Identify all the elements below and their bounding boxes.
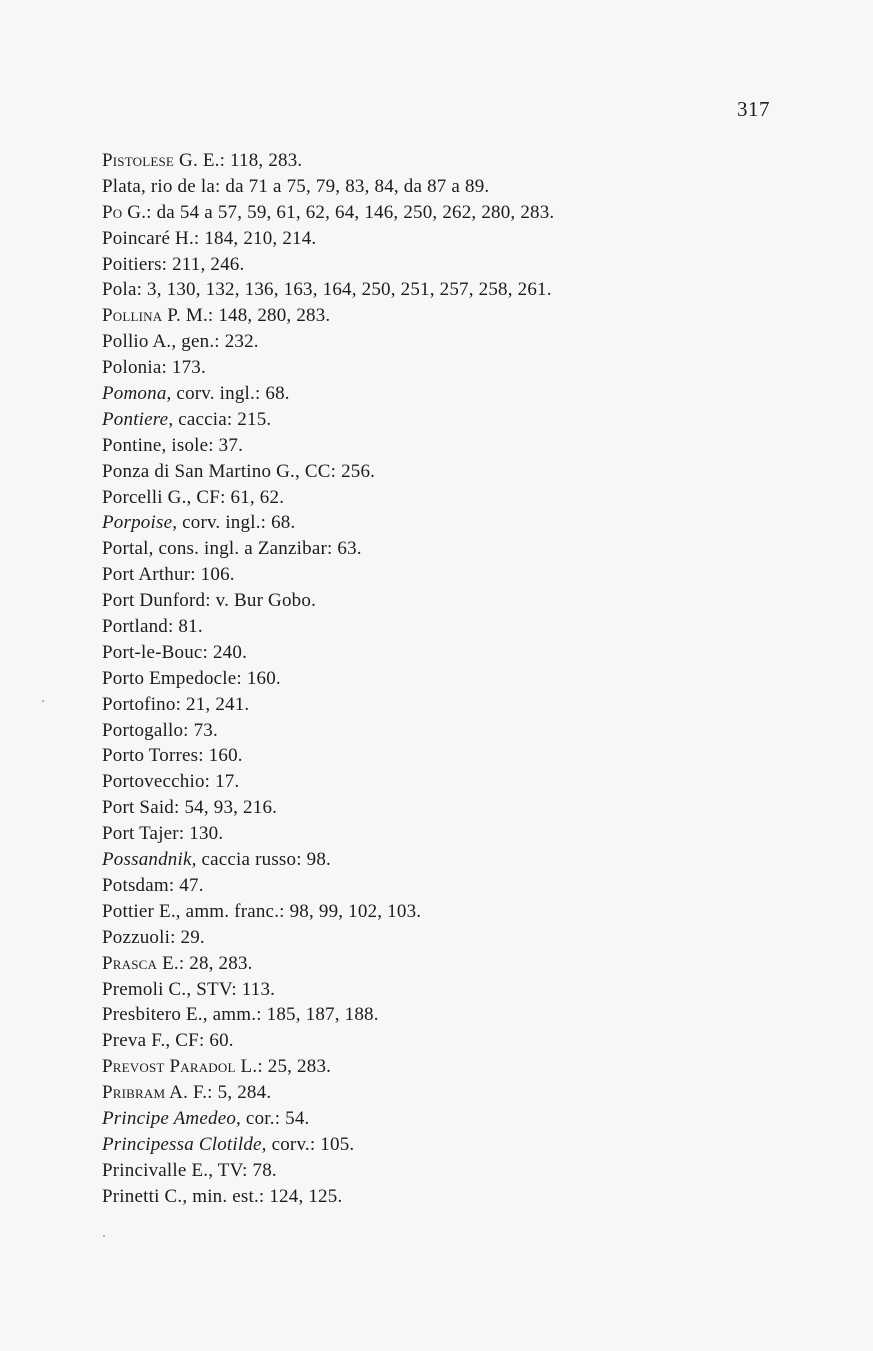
index-entry xyxy=(102,485,802,511)
entry-name: Prasca xyxy=(102,952,158,974)
entry-references: : 17. xyxy=(204,771,240,793)
entry-name: Portal xyxy=(102,538,149,560)
entry-name: Porcelli xyxy=(102,486,163,508)
index-entry xyxy=(102,718,802,744)
index-entry xyxy=(102,769,802,795)
index-entry xyxy=(102,381,802,407)
entry-name: Port Arthur xyxy=(102,564,191,586)
entry-name: Port-le-Bouc xyxy=(102,641,203,663)
entry-name: Polonia xyxy=(102,357,162,379)
entry-references: P. M.: 148, 280, 283. xyxy=(162,305,331,327)
entry-name: Portland xyxy=(102,616,168,638)
entry-references: G., CC: 256. xyxy=(271,460,376,482)
entry-name: Presbitero xyxy=(102,1004,182,1026)
entry-name: Principe Amedeo, xyxy=(102,1107,241,1129)
index-entry xyxy=(102,510,802,536)
entry-references: H.: 184, 210, 214. xyxy=(170,227,317,249)
entry-references: E., TV: 78. xyxy=(186,1159,277,1181)
entry-name: Pontiere, xyxy=(102,408,174,430)
entry-name: Pollio xyxy=(102,331,149,353)
index-entry xyxy=(102,873,802,899)
page-number: 317 xyxy=(737,97,770,121)
entry-references: corv. ingl.: 68. xyxy=(171,383,290,405)
entry-references: , rio de la: da 71 a 75, 79, 83, 84, da 87 a 89. xyxy=(141,175,490,197)
entry-references: cor.: 54. xyxy=(240,1107,310,1129)
entry-name: Pomona, xyxy=(102,383,172,405)
index-entry xyxy=(102,200,802,226)
entry-references: , cons. ingl. a Zanzibar: 63. xyxy=(148,538,362,560)
entry-references: E., amm. franc.: 98, 99, 102, 103. xyxy=(154,900,422,922)
entry-references: G.: da 54 a 57, 59, 61, 62, 64, 146, 250, 262, 280, 283. xyxy=(122,201,555,223)
entry-name: Prinetti xyxy=(102,1185,160,1207)
entry-references: caccia russo: 98. xyxy=(196,849,332,871)
entry-references: C., min. est.: 124, 125. xyxy=(159,1185,343,1207)
entry-references: G., CF: 61, 62. xyxy=(162,486,285,508)
index-entry xyxy=(102,821,802,847)
entry-references: G. E.: 118, 283. xyxy=(174,150,303,171)
entry-references: corv.: 105. xyxy=(266,1133,355,1155)
entry-name: Pottier xyxy=(102,900,155,922)
entry-name: Plata xyxy=(102,175,141,197)
entry-references: : 47. xyxy=(168,874,204,896)
entry-name: Po xyxy=(102,201,123,223)
index-entry xyxy=(102,1002,802,1028)
entry-name: Possandnik, xyxy=(102,849,197,871)
index-entry xyxy=(102,977,802,1003)
entry-name: Porpoise, xyxy=(102,512,178,534)
entry-name: Pollina xyxy=(102,305,163,327)
index-entry xyxy=(102,277,802,303)
index-entry xyxy=(102,1184,802,1210)
entry-references: : 106. xyxy=(190,564,235,586)
entry-name: Poitiers xyxy=(102,253,162,275)
index-entry xyxy=(102,1158,802,1184)
index-entry xyxy=(102,666,802,692)
entry-name: Port Dunford xyxy=(102,590,206,612)
entry-name: Porto Empedocle xyxy=(102,667,237,689)
index-entry xyxy=(102,303,802,329)
entry-references: F., CF: 60. xyxy=(146,1030,234,1052)
entry-name: Port Tajer xyxy=(102,823,179,845)
entry-references: : 73. xyxy=(183,719,218,741)
index-entry xyxy=(102,226,802,252)
scan-speck xyxy=(42,700,44,702)
index-entry xyxy=(102,588,802,614)
entry-references: : 54, 93, 216. xyxy=(174,797,278,819)
entry-name: Poincaré xyxy=(102,227,171,249)
entry-references: L.: 25, 283. xyxy=(235,1056,332,1078)
entry-name: Pribram xyxy=(102,1082,166,1104)
index-entry xyxy=(102,407,802,433)
entry-references: A., gen.: 232. xyxy=(148,331,259,353)
index-entry xyxy=(102,1106,802,1132)
entry-name: Prevost Paradol xyxy=(102,1056,236,1078)
index-entry xyxy=(102,329,802,355)
index-entry xyxy=(102,355,802,381)
index-entry xyxy=(102,433,802,459)
index-entry xyxy=(102,899,802,925)
entry-name: Premoli xyxy=(102,978,164,1000)
entry-references: : 160. xyxy=(198,745,243,767)
entry-name: Portovecchio xyxy=(102,771,205,793)
entry-name: Pistolese xyxy=(102,150,175,171)
entry-references: : 3, 130, 132, 136, 163, 164, 250, 251, 257, 258, 261. xyxy=(136,279,552,301)
index-entry xyxy=(102,148,802,174)
entry-name: Potsdam xyxy=(102,874,169,896)
entry-references: : 240. xyxy=(202,641,248,663)
entry-references: , isole: 37. xyxy=(161,434,244,456)
scan-speck xyxy=(103,1235,105,1237)
entry-references: : 160. xyxy=(236,667,281,689)
index-entry xyxy=(102,614,802,640)
index-entry xyxy=(102,459,802,485)
index-entry xyxy=(102,1132,802,1158)
index-entry xyxy=(102,743,802,769)
entry-name: Preva xyxy=(102,1030,147,1052)
entry-references: C., STV: 113. xyxy=(163,978,276,1000)
entry-name: Princivalle xyxy=(102,1159,187,1181)
entry-references: : 81. xyxy=(168,616,203,638)
entry-references: E.: 28, 283. xyxy=(157,952,253,974)
index-entry xyxy=(102,692,802,718)
index-entry xyxy=(102,1080,802,1106)
entry-references: : 29. xyxy=(170,926,205,948)
index-entry xyxy=(102,925,802,951)
index-entry xyxy=(102,174,802,200)
index-entry xyxy=(102,847,802,873)
index-entry xyxy=(102,1028,802,1054)
index-list xyxy=(102,148,802,1210)
entry-references: : 21, 241. xyxy=(175,693,250,715)
index-entry xyxy=(102,252,802,278)
entry-name: Portogallo xyxy=(102,719,184,741)
entry-references: A. F.: 5, 284. xyxy=(165,1082,272,1104)
index-entry xyxy=(102,640,802,666)
entry-references: : v. Bur Gobo. xyxy=(205,590,317,612)
index-entry xyxy=(102,536,802,562)
entry-name: Port Said xyxy=(102,797,175,819)
entry-name: Portofino xyxy=(102,693,176,715)
entry-references: : 130. xyxy=(178,823,224,845)
entry-references: caccia: 215. xyxy=(173,408,272,430)
entry-references: : 173. xyxy=(161,357,206,379)
entry-name: Pontine xyxy=(102,434,162,456)
index-entry xyxy=(102,795,802,821)
entry-references: corv. ingl.: 68. xyxy=(177,512,296,534)
entry-name: Porto Torres xyxy=(102,745,199,767)
entry-name: Principessa Clotilde, xyxy=(102,1133,267,1155)
index-entry xyxy=(102,951,802,977)
entry-name: Pozzuoli xyxy=(102,926,171,948)
entry-name: Pola xyxy=(102,279,137,301)
index-entry xyxy=(102,1054,802,1080)
entry-references: E., amm.: 185, 187, 188. xyxy=(181,1004,379,1026)
index-entry xyxy=(102,562,802,588)
entry-references: : 211, 246. xyxy=(161,253,245,275)
entry-name: Ponza di San Martino xyxy=(102,460,272,482)
